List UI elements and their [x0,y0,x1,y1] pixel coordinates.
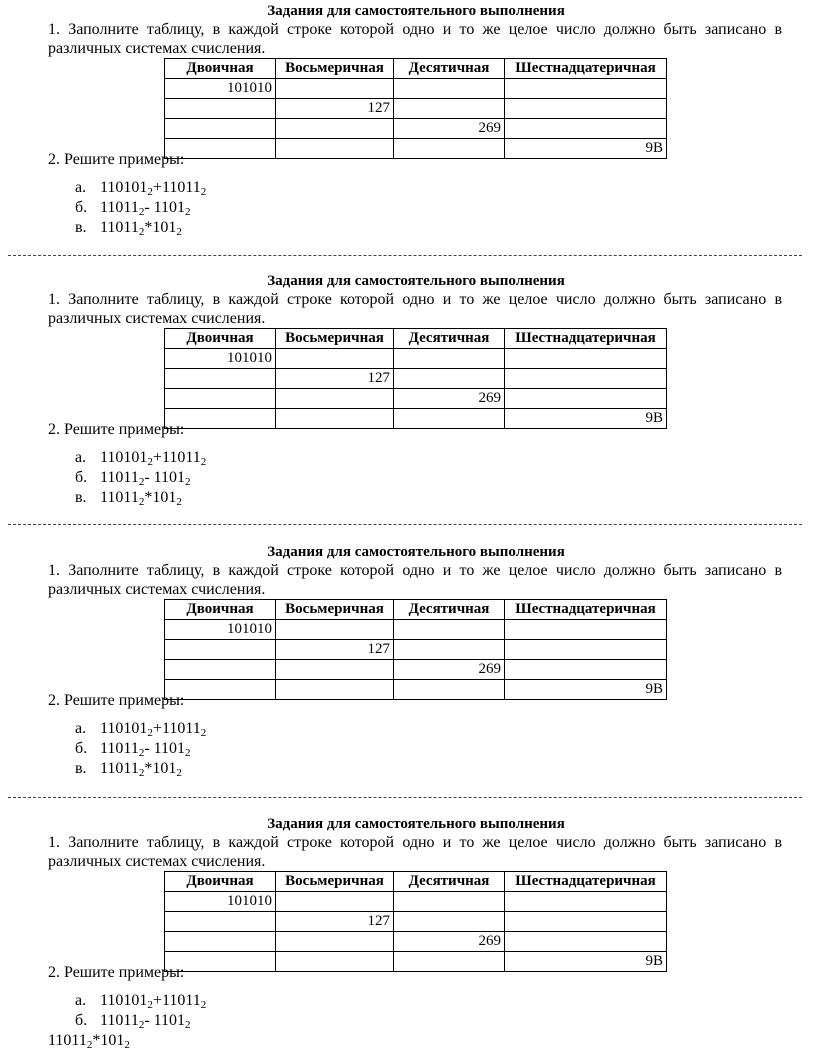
table-cell [394,409,505,429]
header-hex: Шестнадцатеричная [505,872,667,892]
table-cell [394,620,505,640]
header-octal: Восьмеричная [276,600,394,620]
task-1-text: 1. Заполните таблицу, в каждой строке которой одно и то же целое число должно быть записано в различных системах счисления. [48,834,782,870]
example-c: $11011_2*101_2$ [48,1032,130,1051]
task-2-text: 2. Решите примеры: [48,151,185,168]
table-row [165,79,667,99]
table-cell [276,409,394,429]
table-cell [276,389,394,409]
table-cell [505,389,667,409]
header-decimal: Десятичная [394,600,505,620]
table-row [165,640,667,660]
header-octal: Восьмеричная [276,329,394,349]
table-cell [394,139,505,159]
table-row [165,680,667,700]
worksheet-block-2 [0,270,816,520]
table-cell: 101010 [165,79,276,99]
table-row [165,952,667,972]
table-row [165,119,667,139]
example-a: а. $110101_2+11011_2$ [75,720,207,739]
table-cell [394,952,505,972]
table-cell [276,139,394,159]
table-cell [276,932,394,952]
task-2-text: 2. Решите примеры: [48,692,185,709]
table-cell [394,640,505,660]
table-cell [276,620,394,640]
worksheet-block-1 [0,0,816,250]
example-c: в. $11011_2*101_2$ [75,489,182,508]
example-b: б. $11011_2-$ $1101_2$ [75,199,191,218]
header-decimal: Десятичная [394,872,505,892]
table-row [165,349,667,369]
table-row [165,660,667,680]
header-binary: Двоичная [165,59,276,79]
table-cell: 101010 [165,349,276,369]
table-row [165,389,667,409]
table-header-row [165,600,667,620]
table-cell [394,99,505,119]
table-cell [276,892,394,912]
header-hex: Шестнадцатеричная [505,59,667,79]
table-cell [276,119,394,139]
example-b: б. $11011_2-$ $1101_2$ [75,469,191,488]
table-cell [165,640,276,660]
table-row [165,892,667,912]
table-row [165,369,667,389]
table-cell [505,349,667,369]
table-cell [165,119,276,139]
table-cell: 127 [276,99,394,119]
worksheet-block-3 [0,541,816,791]
table-cell [505,369,667,389]
example-a: а. $110101_2+11011_2$ [75,992,207,1011]
header-octal: Восьмеричная [276,872,394,892]
header-binary: Двоичная [165,872,276,892]
example-b: б. $11011_2-$ $1101_2$ [75,740,191,759]
table-cell [394,912,505,932]
number-systems-table [164,58,667,159]
table-cell [276,349,394,369]
table-cell [505,892,667,912]
table-row [165,620,667,640]
table-cell: 127 [276,912,394,932]
example-a: а. $110101_2+11011_2$ [75,179,207,198]
cut-line [8,524,802,525]
block-title: Задания для самостоятельного выполнения [267,3,565,19]
cut-line [8,255,802,256]
header-octal: Восьмеричная [276,59,394,79]
header-binary: Двоичная [165,600,276,620]
table-cell: 269 [394,932,505,952]
table-cell: 9B [505,952,667,972]
table-cell [165,99,276,119]
worksheet-block-4 [0,813,816,1063]
header-hex: Шестнадцатеричная [505,600,667,620]
task-1-text: 1. Заполните таблицу, в каждой строке которой одно и то же целое число должно быть записано в различных системах счисления. [48,291,782,327]
table-cell [165,660,276,680]
table-cell: 269 [394,119,505,139]
header-decimal: Десятичная [394,329,505,349]
header-binary: Двоичная [165,329,276,349]
table-cell [505,99,667,119]
table-cell [276,660,394,680]
header-decimal: Десятичная [394,59,505,79]
table-cell [394,892,505,912]
table-cell [165,932,276,952]
example-c: в. $11011_2*101_2$ [75,760,182,779]
number-systems-table [164,328,667,429]
table-cell [394,680,505,700]
header-hex: Шестнадцатеричная [505,329,667,349]
table-cell [394,369,505,389]
table-cell [505,119,667,139]
example-a: а. $110101_2+11011_2$ [75,449,207,468]
example-b: б. $11011_2-$ $1101_2$ [75,1012,191,1031]
table-cell [276,952,394,972]
table-cell [165,389,276,409]
table-row [165,409,667,429]
cut-line [8,797,802,798]
table-cell: 127 [276,369,394,389]
table-cell [505,640,667,660]
table-cell [505,660,667,680]
table-cell [505,932,667,952]
example-c: в. $11011_2*101_2$ [75,219,182,238]
table-cell: 9B [505,139,667,159]
table-cell [394,79,505,99]
table-cell [276,79,394,99]
table-cell: 127 [276,640,394,660]
table-row [165,912,667,932]
table-cell: 101010 [165,620,276,640]
table-cell: 269 [394,389,505,409]
table-cell [165,912,276,932]
table-cell [505,79,667,99]
number-systems-table [164,871,667,972]
block-title: Задания для самостоятельного выполнения [267,544,565,560]
table-header-row [165,59,667,79]
block-title: Задания для самостоятельного выполнения [267,273,565,289]
task-2-text: 2. Решите примеры: [48,964,185,981]
table-cell: 9B [505,680,667,700]
table-cell [394,349,505,369]
table-row [165,932,667,952]
table-cell: 269 [394,660,505,680]
table-cell [165,369,276,389]
task-1-text: 1. Заполните таблицу, в каждой строке которой одно и то же целое число должно быть записано в различных системах счисления. [48,21,782,57]
block-title: Задания для самостоятельного выполнения [267,816,565,832]
table-row [165,99,667,119]
table-cell [505,912,667,932]
table-header-row [165,329,667,349]
number-systems-table [164,599,667,700]
task-2-text: 2. Решите примеры: [48,421,185,438]
table-cell: 101010 [165,892,276,912]
table-cell [505,620,667,640]
table-row [165,139,667,159]
table-cell [276,680,394,700]
table-header-row [165,872,667,892]
table-cell: 9B [505,409,667,429]
task-1-text: 1. Заполните таблицу, в каждой строке которой одно и то же целое число должно быть записано в различных системах счисления. [48,562,782,598]
